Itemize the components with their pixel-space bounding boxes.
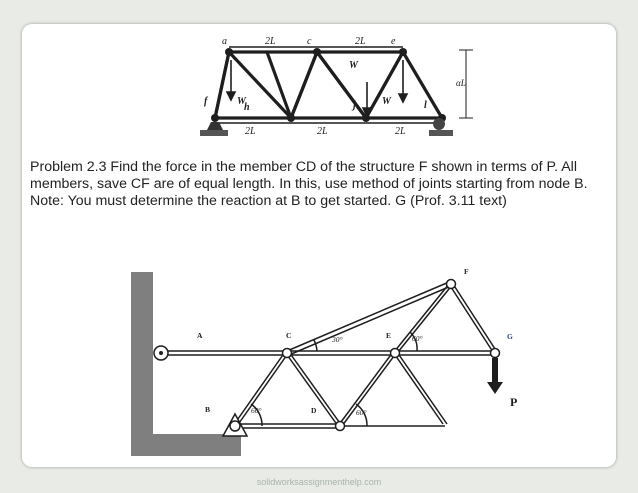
node-label-f: f xyxy=(204,96,208,107)
dim-label-bottom-right: 2L xyxy=(395,126,406,137)
dim-label-top-left: 2L xyxy=(265,36,276,47)
node-label-D: D xyxy=(311,406,317,415)
vertical-wall xyxy=(131,272,153,454)
support-A-icon xyxy=(154,346,168,360)
node-label-a: a xyxy=(222,36,227,47)
angle-label-b60: 60° xyxy=(251,406,262,415)
angle-arc-c xyxy=(314,340,317,351)
dim-label-height: αL xyxy=(456,78,466,88)
node-label-c: c xyxy=(307,36,312,47)
node-label-C: C xyxy=(286,331,292,340)
top-truss-figure xyxy=(177,24,477,164)
load-label-w-left: W xyxy=(237,96,246,107)
node-label-A: A xyxy=(197,331,203,340)
right-support-icon xyxy=(429,118,453,136)
dim-label-bottom-left: 2L xyxy=(245,126,256,137)
load-arrow-P xyxy=(487,358,503,394)
dim-label-bottom-mid: 2L xyxy=(317,126,328,137)
node-label-l: l xyxy=(424,100,427,111)
member-CF xyxy=(287,282,449,351)
floor-block xyxy=(131,434,241,456)
node-label-e: e xyxy=(391,36,396,47)
load-label-w-top: W xyxy=(349,60,358,71)
load-label-P: P xyxy=(510,395,518,409)
node-label-F: F xyxy=(464,267,469,276)
angle-label-c30: 30° xyxy=(332,335,343,344)
node-label-G: G xyxy=(507,332,513,341)
angle-label-e60: 60° xyxy=(412,334,423,343)
dim-label-top-right: 2L xyxy=(355,36,366,47)
node-label-j: j xyxy=(353,100,356,111)
load-label-w-right: W xyxy=(382,96,391,107)
angle-label-d60: 60° xyxy=(356,408,367,417)
node-label-E: E xyxy=(386,331,392,340)
slide-card xyxy=(22,24,616,467)
problem-statement: Problem 2.3 Find the force in the member CD of the structure F shown in terms of P. All members, save CF are of equal length. In this, use method of joints starting from node B. Note: You must determine the reaction at B to get started. G (Prof. 3.11 text) xyxy=(30,159,588,210)
left-support-icon xyxy=(200,122,228,136)
node-label-B: B xyxy=(205,405,211,414)
member-FG xyxy=(449,284,493,352)
member-E-lower xyxy=(393,352,443,424)
bottom-truss-figure xyxy=(127,254,527,459)
footer-url[interactable]: solidworksassignmenthelp.com xyxy=(256,477,382,487)
node-label-h: h xyxy=(244,102,250,113)
